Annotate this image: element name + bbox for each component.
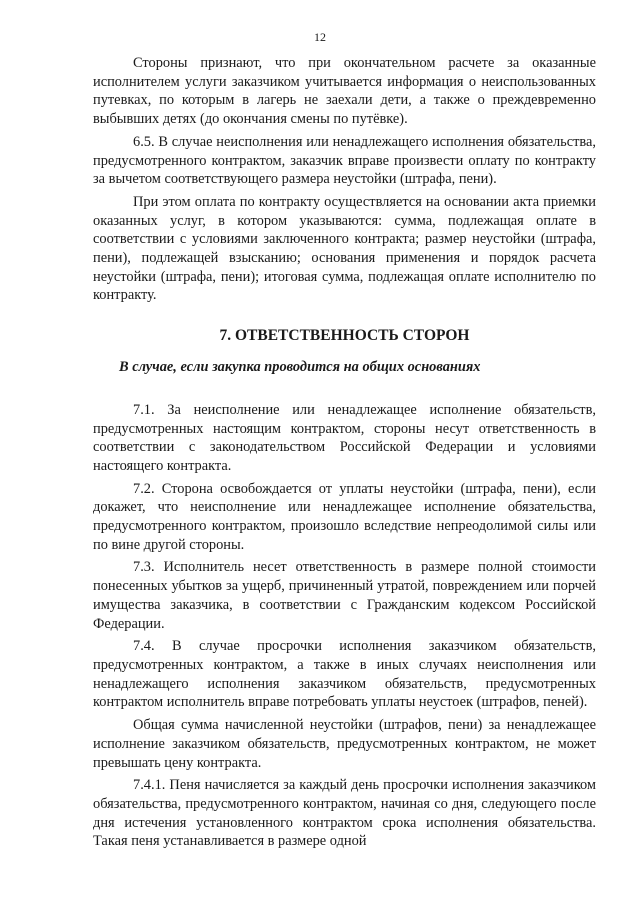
section-title: 7. ОТВЕТСТВЕННОСТЬ СТОРОН [219, 327, 470, 345]
paragraph-7-4: 7.4. В случае просрочки исполнения заказчиком обязательств, предусмотренных контрактом, а также в иных случаях неисполнения или ненадлежащего исполнения заказчиком обязательств, предусмотренных контрактом исполнитель вправе потребовать уплаты неустоек (штрафов, пеней). [93, 638, 596, 711]
paragraph-7-3: 7.3. Исполнитель несет ответственность в размере полной стоимости понесенных убытков за ущерб, причиненный утратой, повреждением или порчей имущества заказчика, в соответствии с Гражданским кодексом Российской Федерации. [93, 559, 596, 632]
paragraph-payment-act: При этом оплата по контракту осуществляется на основании акта приемки оказанных услуг, в котором указываются: сумма, подлежащая оплате в соответствии с условиями заключенного контракта; размер неустойки (штрафа, пени), подлежащей взысканию; основания применения и порядок расчета неустойки (штрафа, пени); итоговая сумма, подлежащая оплате исполнителю по контракту. [93, 193, 596, 304]
document-body [93, 54, 596, 851]
paragraph-6-5: 6.5. В случае неисполнения или ненадлежащего исполнения обязательства, предусмотренного контрактом, заказчик вправе произвести оплату по контракту за вычетом соответствующего размера неустойки (штрафа, пени). [93, 133, 596, 188]
paragraph-7-4-1: 7.4.1. Пеня начисляется за каждый день просрочки исполнения заказчиком обязательства, предусмотренного контрактом, начиная со дня, следующего после дня истечения установленного контрактом срока исполнения обязательства. Такая пеня устанавливается в размере одной [93, 777, 596, 850]
paragraph-7-2: 7.2. Сторона освобождается от уплаты неустойки (штрафа, пени), если докажет, что неисполнение или ненадлежащее исполнение обязательства, предусмотренного контрактом, произошло вследствие непреодолимой силы или по вине другой стороны. [93, 480, 596, 553]
paragraph-7-1: 7.1. За неисполнение или ненадлежащее исполнение обязательств, предусмотренных настоящим контрактом, стороны несут ответственность в соответствии с законодательством Российской Федерации и условиями настоящего контракта. [93, 401, 596, 474]
page-number: 12 [314, 30, 326, 44]
paragraph-penalty-cap: Общая сумма начисленной неустойки (штрафов, пени) за ненадлежащее исполнение заказчиком обязательств, предусмотренных контрактом, не может превышать цену контракта. [93, 717, 596, 771]
section-subtitle: В случае, если закупка проводится на общих основаниях [119, 359, 481, 376]
paragraph-accounting-unused-vouchers: Стороны признают, что при окончательном расчете за оказанные исполнителем услуги заказчиком учитывается информация о неиспользованных путевках, по которым в лагерь не заехали дети, а также о преждевременно выбывших детях (до окончания смены по путёвке). [93, 55, 596, 128]
